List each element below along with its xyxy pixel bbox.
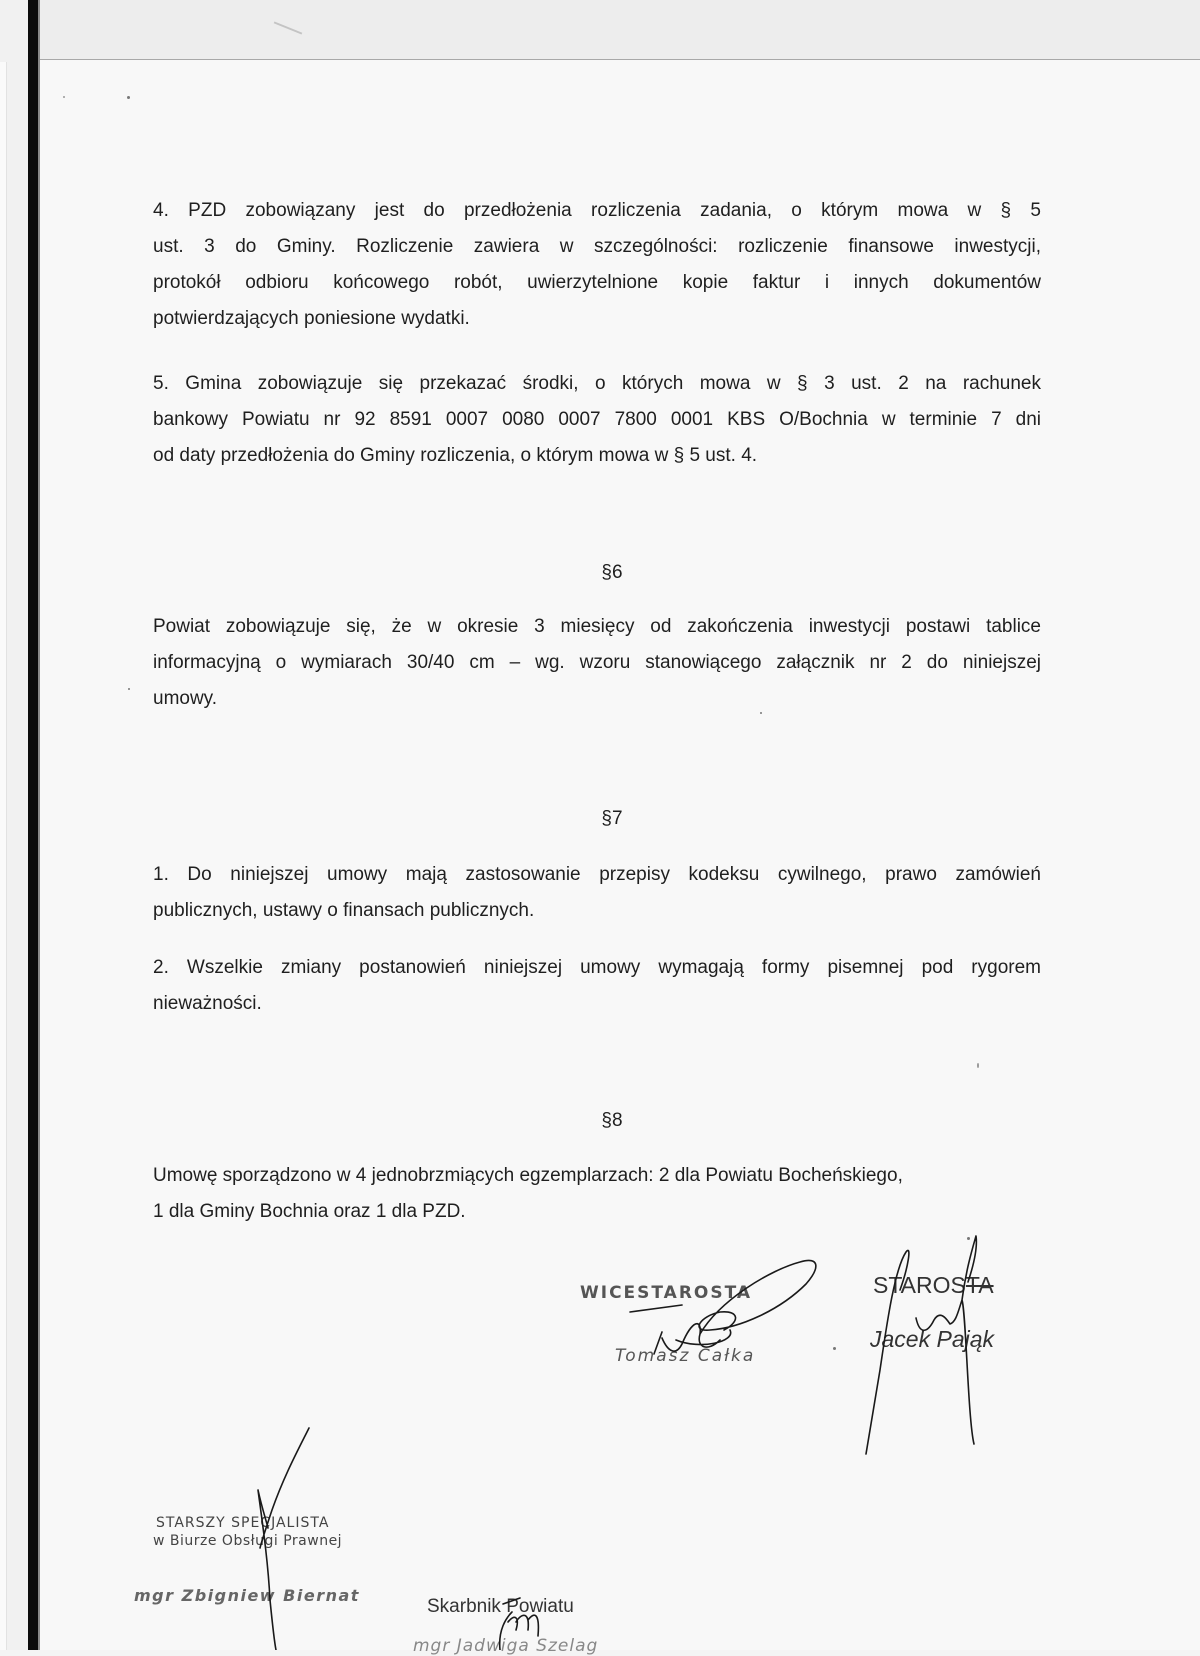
section-7-item-2 bbox=[153, 950, 1041, 1022]
stamp-treasurer-title: Skarbnik Powiatu bbox=[427, 1596, 574, 1617]
stamp-treasurer-name: mgr Jadwiga Szelag bbox=[413, 1636, 599, 1656]
scan-speck bbox=[128, 688, 130, 690]
paragraph-4-line: protokół odbioru końcowego robót, uwierzytelnione kopie faktur i innych dokumentów bbox=[153, 272, 1041, 293]
section-6-body bbox=[153, 609, 1041, 717]
section-7-line: nieważności. bbox=[153, 993, 262, 1014]
section-7-item-1 bbox=[153, 857, 1041, 929]
paragraph-4 bbox=[153, 193, 1041, 337]
section-8-line: 1 dla Gminy Bochnia oraz 1 dla PZD. bbox=[153, 1201, 466, 1222]
stamp-starosta-title: STAROSTA bbox=[873, 1272, 994, 1298]
paragraph-4-line: 4. PZD zobowiązany jest do przedłożenia rozliczenia zadania, o którym mowa w § 5 bbox=[153, 200, 1041, 221]
scan-speck bbox=[127, 96, 130, 99]
paragraph-5-line: od daty przedłożenia do Gminy rozliczenia, o którym mowa w § 5 ust. 4. bbox=[153, 445, 758, 466]
paragraph-5-line: bankowy Powiatu nr 92 8591 0007 0080 0007 7800 0001 KBS O/Bochnia w terminie 7 dni bbox=[153, 409, 1041, 430]
scan-speck bbox=[833, 1347, 836, 1350]
paragraph-4-line: potwierdzających poniesione wydatki. bbox=[153, 308, 470, 329]
section-7-line: 2. Wszelkie zmiany postanowień niniejszej umowy wymagają formy pisemnej pod rygorem bbox=[153, 957, 1041, 978]
scan-scratch-mark bbox=[274, 21, 303, 34]
scan-left-edge bbox=[0, 62, 7, 1650]
section-8-heading: §8 bbox=[601, 1110, 623, 1131]
section-7-line: 1. Do niniejszej umowy mają zastosowanie przepisy kodeksu cywilnego, prawo zamówień bbox=[153, 864, 1041, 885]
section-6-line: informacyjną o wymiarach 30/40 cm – wg. wzoru stanowiącego załącznik nr 2 do niniejszej bbox=[153, 652, 1041, 673]
section-6-line: umowy. bbox=[153, 688, 218, 709]
section-8-body bbox=[153, 1158, 1041, 1230]
paragraph-5 bbox=[153, 366, 1041, 474]
stamp-specialist-name: mgr Zbigniew Biernat bbox=[134, 1586, 360, 1605]
stamp-starosta-name: Jacek Pająk bbox=[870, 1326, 995, 1352]
stamp-specialist-office: w Biurze Obsługi Prawnej bbox=[153, 1533, 343, 1549]
paragraph-4-line: ust. 3 do Gminy. Rozliczenie zawiera w szczególności: rozliczenie finansowe inwestycji, bbox=[153, 236, 1041, 257]
stamp-wicestarosta-name: Tomasz Całka bbox=[615, 1346, 756, 1366]
scan-top-band bbox=[40, 0, 1200, 60]
section-6-line: Powiat zobowiązuje się, że w okresie 3 miesięcy od zakończenia inwestycji postawi tablice bbox=[153, 616, 1041, 637]
scan-speck bbox=[63, 96, 65, 98]
paragraph-5-line: 5. Gmina zobowiązuje się przekazać środki, o których mowa w § 3 ust. 2 na rachunek bbox=[153, 373, 1041, 394]
section-7-heading: §7 bbox=[601, 808, 623, 829]
section-7-line: publicznych, ustawy o finansach publicznych. bbox=[153, 900, 535, 921]
stamp-specialist-title: STARSZY SPECJALISTA bbox=[156, 1515, 330, 1531]
section-6-heading: §6 bbox=[601, 562, 623, 583]
stamp-wicestarosta-title: WICESTAROSTA bbox=[580, 1283, 753, 1303]
scan-speck bbox=[977, 1063, 979, 1068]
scan-speck bbox=[967, 1237, 970, 1240]
section-8-line: Umowę sporządzono w 4 jednobrzmiących egzemplarzach: 2 dla Powiatu Bocheńskiego, bbox=[153, 1165, 903, 1186]
